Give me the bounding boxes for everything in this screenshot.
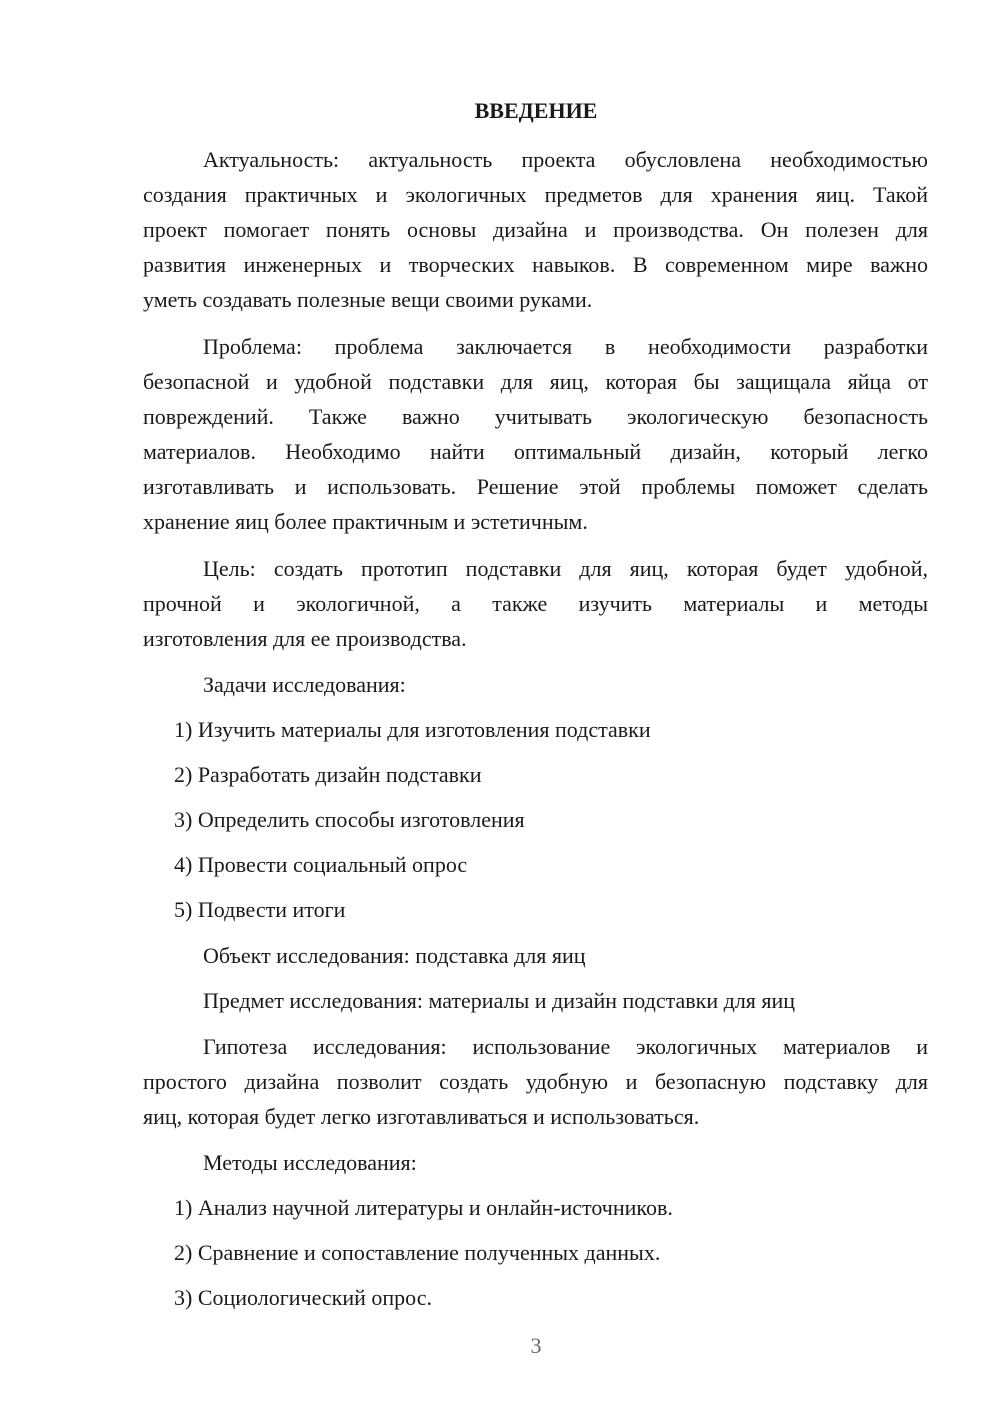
text-line: безопасной и удобной подставки для яиц, которая бы защищала яйца от [143, 369, 928, 394]
text-line: прочной и экологичной, а также изучить материалы и методы [143, 591, 928, 616]
list-item: 1) Анализ научной литературы и онлайн-источников. [174, 1195, 673, 1220]
text-line: Цель: создать прототип подставки для яиц, которая будет удобной, [203, 556, 928, 581]
methods-heading: Методы исследования: [203, 1150, 417, 1175]
text-line: хранение яиц более практичным и эстетичным. [143, 509, 588, 534]
research-subject: Предмет исследования: материалы и дизайн подставки для яиц [203, 988, 796, 1013]
text-line: создания практичных и экологичных предметов для хранения яиц. Такой [143, 182, 928, 207]
text-line: яиц, которая будет легко изготавливаться и использоваться. [143, 1104, 700, 1129]
text-line: развития инженерных и творческих навыков. В современном мире важно [143, 252, 928, 277]
text-line: изготовления для ее производства. [143, 626, 467, 651]
text-line: Проблема: проблема заключается в необходимости разработки [203, 334, 928, 359]
list-item: 3) Социологический опрос. [174, 1285, 432, 1310]
page-title: ВВЕДЕНИЕ [474, 98, 598, 123]
research-object: Объект исследования: подставка для яиц [203, 943, 586, 968]
list-item: 2) Разработать дизайн подставки [174, 762, 482, 787]
list-item: 2) Сравнение и сопоставление полученных данных. [174, 1240, 661, 1265]
text-line: Гипотеза исследования: использование экологичных материалов и [203, 1034, 928, 1059]
page-number: 3 [530, 1333, 542, 1358]
text-line: Актуальность: актуальность проекта обусловлена необходимостью [203, 147, 928, 172]
list-item: 3) Определить способы изготовления [174, 807, 525, 832]
text-line: проект помогает понять основы дизайна и производства. Он полезен для [143, 217, 928, 242]
text-line: простого дизайна позволит создать удобную и безопасную подставку для [143, 1069, 928, 1094]
text-line: повреждений. Также важно учитывать экологическую безопасность [143, 404, 928, 429]
list-item: 1) Изучить материалы для изготовления подставки [174, 717, 651, 742]
tasks-heading: Задачи исследования: [203, 672, 406, 697]
text-line: материалов. Необходимо найти оптимальный дизайн, который легко [143, 439, 928, 464]
text-line: изготавливать и использовать. Решение этой проблемы поможет сделать [143, 474, 928, 499]
list-item: 4) Провести социальный опрос [174, 852, 468, 877]
text-line: уметь создавать полезные вещи своими руками. [143, 287, 593, 312]
list-item: 5) Подвести итоги [174, 897, 346, 922]
